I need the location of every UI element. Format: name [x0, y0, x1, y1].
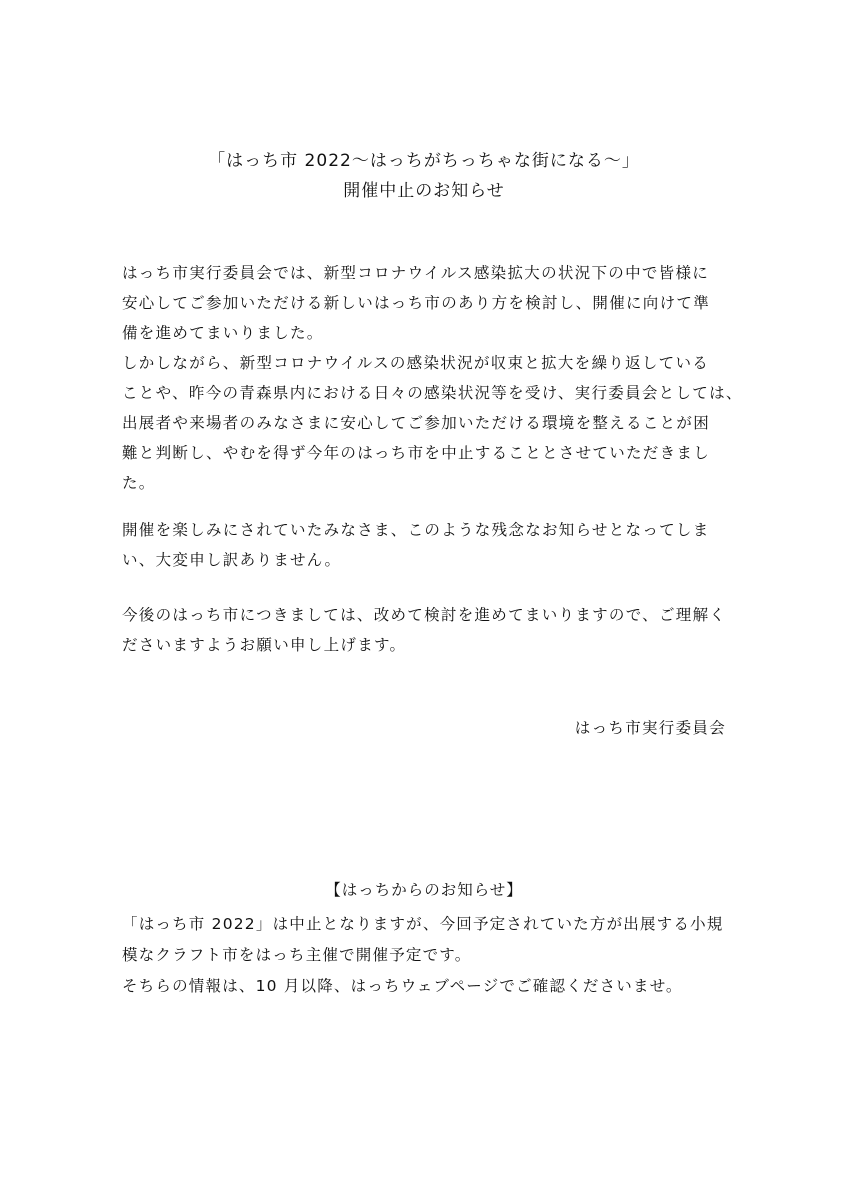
paragraph-line: た。 [122, 474, 156, 492]
paragraph-line: ことや、昨今の青森県内における日々の感染状況等を受け、実行委員会としては、 [122, 384, 743, 402]
paragraph-line: 今後のはっち市につきましては、改めて検討を進めてまいりますので、ご理解く [122, 606, 727, 624]
paragraph-line: い、大変申し訳ありません。 [122, 551, 342, 569]
paragraph-line: 安心してご参加いただける新しいはっち市のあり方を検討し、開催に向けて準 [122, 294, 711, 312]
notice-line: 「はっち市 2022」は中止となりますが、今回予定されていた方が出展する小規 [122, 915, 724, 933]
paragraph-line: はっち市実行委員会では、新型コロナウイルス感染拡大の状況下の中で皆様に [122, 264, 710, 282]
paragraph-line: 開催を楽しみにされていたみなさま、このような残念なお知らせとなってしま [122, 521, 710, 539]
signature: はっち市実行委員会 [574, 719, 726, 737]
paragraph-apology [122, 515, 732, 575]
document-subtitle: 開催中止のお知らせ [343, 181, 505, 201]
notice-line: 模なクラフト市をはっち主催で開催予定です。 [122, 946, 472, 964]
paragraph-line: しかしながら、新型コロナウイルスの感染状況が収束と拡大を繰り返している [122, 354, 710, 372]
paragraph-line: 備を進めてまいりました。 [122, 324, 324, 342]
notice-body [122, 909, 742, 1002]
paragraph-line: ださいますようお願い申し上げます。 [122, 636, 407, 654]
notice-heading: 【はっちからのお知らせ】 [325, 881, 523, 899]
paragraph-line: 難と判断し、やむを得ず今年のはっち市を中止することとさせていただきまし [122, 444, 711, 462]
notice-line: そちらの情報は、10 月以降、はっちウェブページでご確認くださいませ。 [122, 977, 683, 995]
paragraph-cancellation [122, 258, 743, 498]
paragraph-line: 出展者や来場者のみなさまに安心してご参加いただける環境を整えることが困 [122, 414, 711, 432]
document-title: 「はっち市 2022～はっちがちっちゃな街になる～」 [208, 151, 640, 171]
paragraph-future [122, 600, 732, 660]
